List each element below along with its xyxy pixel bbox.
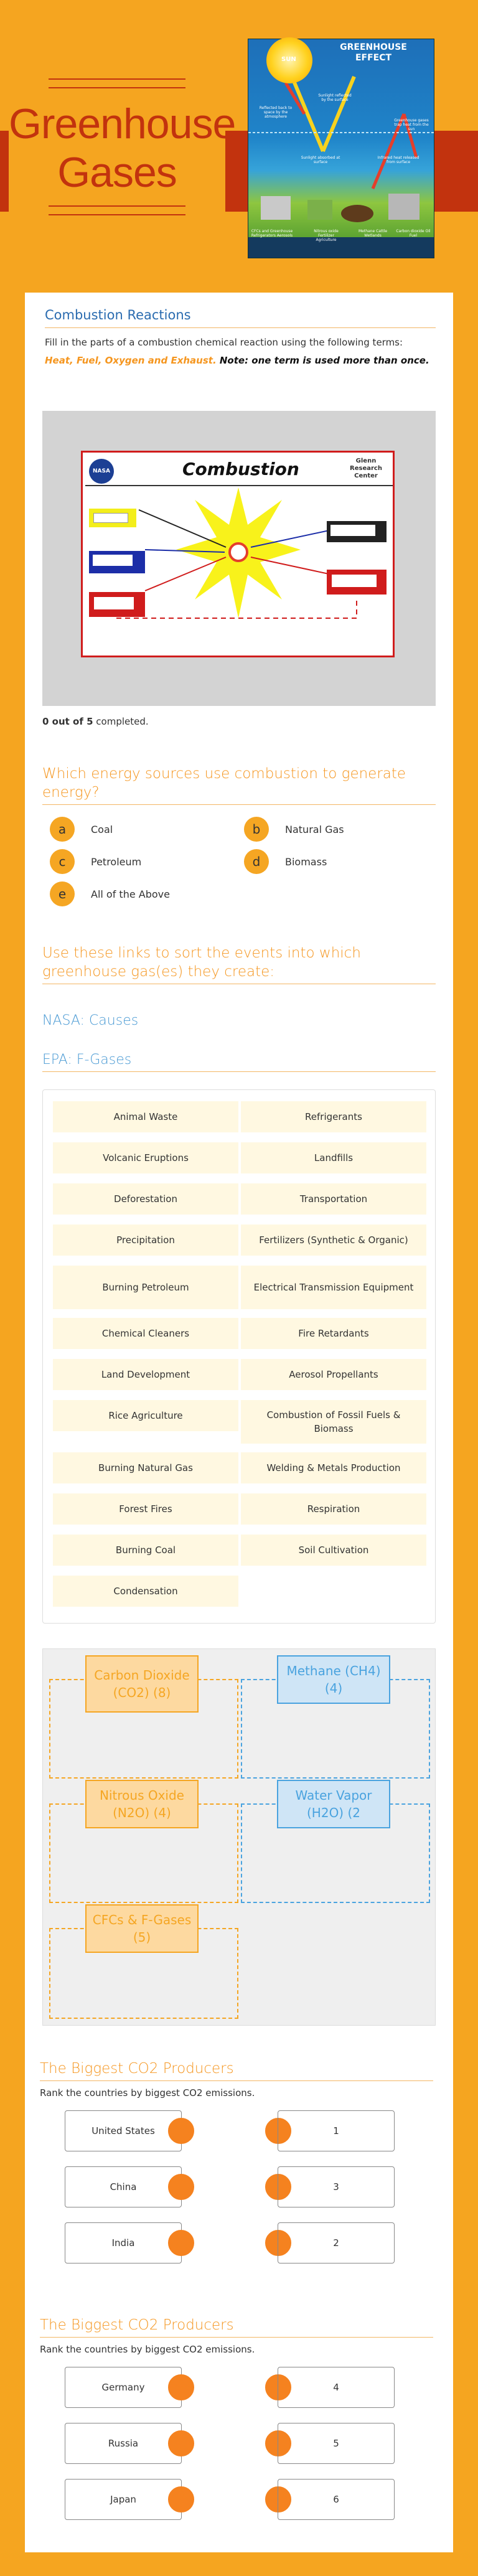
h2o-label-text: Water Vapor (H2O) (2 [295,1788,372,1820]
sort-item[interactable]: Chemical Cleaners [53,1318,238,1349]
answer-letter: d [244,849,269,874]
sort-item[interactable]: Aerosol Propellants [241,1359,426,1390]
match-rank[interactable]: 1 [278,2110,395,2151]
sort-item-bank [42,1089,436,1624]
quiz-rule [42,804,436,805]
answer-letter: e [50,881,75,906]
answer-e[interactable] [50,881,237,906]
diagram-org-line1: Glenn [355,458,377,464]
answer-text: Coal [91,823,113,835]
nasa-logo-icon: NASA [89,459,114,484]
sort-item[interactable]: Electrical Transmission Equipment [241,1266,426,1309]
progress-count: 0 out of 5 [42,716,93,727]
hero-divider-top [49,78,185,80]
match-connector-dot[interactable] [168,2118,194,2144]
hero-divider-bottom [49,205,185,207]
match2-heading: The Biggest CO2 Producers [40,2317,234,2333]
sort-item[interactable]: Volcanic Eruptions [53,1142,238,1173]
sort-item[interactable]: Condensation [53,1576,238,1607]
answer-text: Natural Gas [285,823,344,835]
diagram-org-line2: Research [350,465,382,472]
match-connector-dot[interactable] [168,2230,194,2256]
sort-item[interactable]: Welding & Metals Production [241,1452,426,1483]
hero-divider-top-2 [49,87,185,88]
match-country[interactable]: China [65,2166,182,2207]
match-country[interactable]: Germany [65,2367,182,2408]
sort-item[interactable]: Deforestation [53,1183,238,1215]
sort-item[interactable]: Soil Cultivation [241,1535,426,1566]
combustion-diagram-activity [42,411,436,706]
diagram-org [344,458,388,480]
sort-item[interactable]: Forest Fires [53,1493,238,1525]
sort-item[interactable]: Landfills [241,1142,426,1173]
combustion-term-list: Heat, Fuel, Oxygen and Exhaust. [45,355,217,366]
co2-bucket-label [85,1655,199,1713]
answer-a[interactable] [50,817,237,842]
diagram-org-line3: Center [354,472,378,479]
infographic-footer-3: Methane Cattle Wetlands [358,229,388,238]
hero-title-line1: Greenhouse [9,100,236,148]
sort-item[interactable]: Rice Agriculture [53,1400,238,1431]
exhaust-drop-zone[interactable] [327,521,387,542]
sort-buckets [42,1648,436,2026]
answer-letter: b [244,817,269,842]
nasa-causes-link[interactable]: NASA: Causes [42,1013,139,1028]
match1-instructions: Rank the countries by biggest CO2 emissions. [40,2087,255,2099]
match-connector-dot[interactable] [168,2430,194,2456]
sort-item[interactable]: Fire Retardants [241,1318,426,1349]
answer-b[interactable] [244,817,431,842]
diagram-title: Combustion [182,459,299,479]
sort-item[interactable]: Combustion of Fossil Fuels & Biomass [241,1400,426,1444]
infographic-footer-2: Nitrous oxide Fertilizer Agriculture [314,229,339,242]
sort-link-rule [42,1071,436,1072]
sort-item[interactable]: Refrigerants [241,1101,426,1132]
n2o-bucket-label [85,1780,199,1828]
infographic-label-4: Sunlight absorbed at surface [301,156,340,164]
infographic-footer-1: CFCs and Greenhouse Refrigerators Aerosols [251,229,293,238]
match-rank[interactable]: 3 [278,2166,395,2207]
match-country[interactable]: Japan [65,2479,182,2520]
answer-text: Biomass [285,855,327,868]
combustion-diagram [81,451,395,657]
hero-title [9,100,236,197]
ch4-bucket-label [277,1655,390,1704]
hero-banner [0,0,478,293]
cfc-label-text: CFCs & F-Gases (5) [92,1912,192,1945]
answer-letter: c [50,849,75,874]
combustion-instructions: Fill in the parts of a combustion chemical reaction using the following terms: [45,337,403,348]
sort-item[interactable]: Animal Waste [53,1101,238,1132]
oxygen-drop-zone[interactable] [89,551,145,573]
answer-text: All of the Above [91,888,170,900]
match-connector-dot[interactable] [168,2486,194,2513]
hero-divider-bottom-2 [49,214,185,215]
sort-item[interactable]: Burning Petroleum [53,1266,238,1309]
ch4-label-text: Methane (CH4) (4) [286,1663,381,1696]
match-rank[interactable]: 4 [278,2367,395,2408]
sun-icon: SUN [266,37,312,83]
fuel-2-drop-zone[interactable] [89,592,145,617]
match-rank[interactable]: 5 [278,2423,395,2464]
h2o-bucket-label [277,1780,390,1828]
hero-title-line2: Gases [57,149,177,196]
progress-suffix: completed. [93,716,149,727]
quiz-answers [50,817,423,916]
epa-fgases-link[interactable]: EPA: F-Gases [42,1052,132,1068]
n2o-label-text: Nitrous Oxide (N2O) (4) [100,1788,184,1820]
answer-c[interactable] [50,849,237,874]
answer-letter: a [50,817,75,842]
co2-label-text: Carbon Dioxide (CO2) (8) [94,1668,190,1700]
progress-text [42,716,149,727]
match-connector-dot[interactable] [168,2174,194,2200]
match-country[interactable]: United States [65,2110,182,2151]
sort-item[interactable]: Burning Coal [53,1535,238,1566]
heading-rule [45,327,436,328]
match-country[interactable]: India [65,2222,182,2263]
match1-rule [40,2080,433,2081]
sort-item[interactable]: Burning Natural Gas [53,1452,238,1483]
main-content [25,293,453,2552]
infographic-label-3: Greenhouse gases trap heat from the sun [394,118,429,131]
infographic-footer-4: Carbon dioxide Oil Fuel [396,229,431,238]
fuel-drop-zone[interactable] [89,509,136,527]
combustion-note: Note: one term is used more than once. [216,355,429,366]
infographic-title: GREENHOUSE EFFECT [340,42,407,63]
heat-drop-zone[interactable] [327,570,387,595]
sort-heading: Use these links to sort the events into which greenhouse gas(es) they create: [42,945,361,980]
infographic-label-1: Reflected back to space by the atmosphere [259,106,293,119]
match1-heading: The Biggest CO2 Producers [40,2061,234,2077]
sort-item[interactable]: Precipitation [53,1225,238,1256]
sort-item[interactable]: Fertilizers (Synthetic & Organic) [241,1225,426,1256]
combustion-terms [45,354,436,368]
infographic-label-2: Sunlight reflected by the surface [318,93,352,102]
sort-item[interactable]: Land Development [53,1359,238,1390]
answer-text: Petroleum [91,855,142,868]
match2-instructions: Rank the countries by biggest CO2 emissions. [40,2344,255,2355]
cfc-bucket-label [85,1904,199,1953]
match-rank[interactable]: 6 [278,2479,395,2520]
infographic-label-5: Infrared heat released from surface [377,156,419,164]
match2-rule [40,2337,433,2338]
quiz-question: Which energy sources use combustion to generate energy? [42,766,406,801]
sort-item[interactable]: Transportation [241,1183,426,1215]
answer-d[interactable] [244,849,431,874]
match-rank[interactable]: 2 [278,2222,395,2263]
sort-item[interactable]: Respiration [241,1493,426,1525]
combustion-heading: Combustion Reactions [45,308,191,322]
match-country[interactable]: Russia [65,2423,182,2464]
match-connector-dot[interactable] [168,2374,194,2400]
